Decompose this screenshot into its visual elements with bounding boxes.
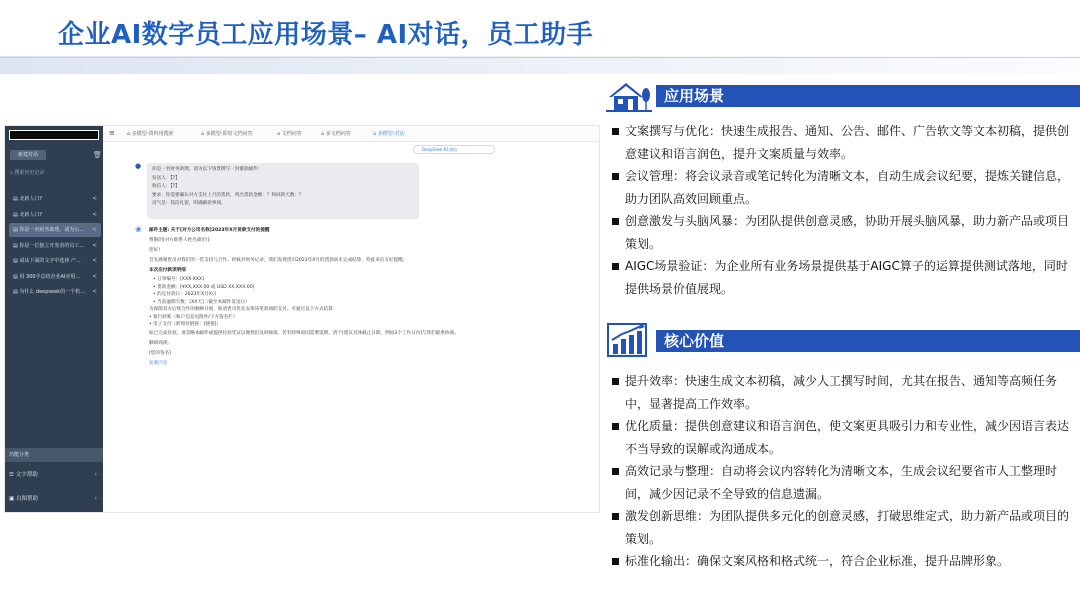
sidebar-history-label: 用 300字总结企业AI应用...: [19, 273, 81, 280]
share-icon[interactable]: <: [91, 226, 97, 233]
chat-icon: ▤: [13, 242, 20, 249]
user-message-line: 语气是：简洁礼貌，明确催款事项。: [152, 201, 226, 206]
chat-icon: ▤: [13, 289, 20, 295]
tab-label: 多文档问答: [325, 131, 351, 137]
bullet-square-icon: [612, 218, 619, 225]
trash-icon[interactable]: 🗑: [93, 151, 102, 159]
bullet-item: [611, 210, 1073, 255]
sidebar-history-label: 请从下面的文字中选择 产...: [19, 258, 81, 264]
bullet-text: 会议管理：将会议录音或笔记转化为清晰文本，自动生成会议纪要，提炼关键信息，助力团队高效回顾重点。: [625, 169, 1070, 206]
chat-icon: ▤: [13, 211, 20, 218]
ai-response-line: • 当前逾期天数：[XX天]（截至本邮件发送日）: [153, 299, 250, 305]
bullet-item: [611, 505, 1073, 550]
sidebar-history-item[interactable]: [9, 208, 101, 222]
app-logo: [9, 130, 99, 140]
share-icon[interactable]: <: [91, 288, 97, 295]
chat-icon: ▤: [13, 227, 20, 233]
share-icon[interactable]: <: [91, 272, 97, 280]
bullet-text: 标准化输出：确保文案风格和格式统一，符合企业标准，提升品牌形象。: [625, 554, 1010, 568]
function-category-label: 功能分类: [5, 448, 103, 462]
sidebar-history-label: 为什么 deepseek的一个机...: [19, 289, 85, 295]
title-underline-band: [0, 56, 1080, 74]
share-icon[interactable]: <: [91, 195, 97, 202]
ai-response: [149, 226, 529, 369]
ai-response-line: • 订单编号：[XXX-XXX]: [153, 277, 204, 282]
ai-response-line: • 银行转账（账户信息见附件/下方签名栏）: [149, 314, 238, 320]
share-icon[interactable]: <: [91, 241, 97, 249]
tab-bar: [103, 126, 600, 142]
new-chat-button[interactable]: 新建对话: [10, 150, 46, 160]
tab-label: 多模型-对话: [377, 131, 405, 137]
user-avatar-icon: ●: [135, 162, 142, 170]
bullet-text: 激发创新思维：为团队提供多元化的创意灵感，打破思维定式，助力新产品或项目的策划。: [625, 509, 1070, 546]
sidebar-history-label: 北新人口?: [19, 211, 42, 218]
bullet-square-icon: [612, 423, 619, 430]
chat-history-list: [9, 192, 101, 301]
user-message-line: 发送人：【?】: [152, 175, 180, 181]
sidebar-history-item[interactable]: [9, 192, 101, 206]
ai-response-line: 本次应付款项明细: [149, 268, 186, 273]
copy-content-link[interactable]: 复制内容: [149, 360, 168, 366]
sidebar-history-label: 你是一名财务助理。请为公...: [19, 227, 85, 233]
tab-multimodel-docqa[interactable]: ⌂ 多模型-即时文档问答: [201, 131, 253, 137]
bullet-square-icon: [612, 513, 619, 520]
tab-label: 文档问答: [281, 131, 302, 137]
sidebar-footer-label: 自图帮助: [15, 496, 38, 502]
tab-docqa[interactable]: ⌂ 文档问答: [277, 131, 302, 137]
image-help-icon: ▣: [9, 496, 15, 502]
ai-response-line: 尊敬的[对方联系人姓名/职位]:: [149, 238, 211, 243]
section-header-value: [606, 322, 1080, 358]
section-bar: [656, 330, 1080, 352]
ai-avatar-icon: ❀: [135, 225, 142, 234]
sidebar-footer-label: 文字帮助: [15, 472, 38, 478]
bullet-square-icon: [612, 173, 619, 180]
ai-response-line: • 电子支付（跨境付链接：[链接]）: [149, 322, 222, 327]
bullet-square-icon: [612, 263, 619, 270]
user-message-line: 你是一名财务助理。请为以下场景撰写一封催款邮件：: [152, 167, 263, 172]
model-selector[interactable]: DeepSeek-R1满血: [413, 145, 495, 154]
bullet-square-icon: [612, 378, 619, 385]
user-message-line: 要求：你需要确认对方支付上月的货款，列出货款金额：？和回款天数：？: [152, 192, 304, 198]
scenario-list: [611, 120, 1073, 300]
bullet-text: 高效记录与整理：自动将会议内容转化为清晰文本，生成会议纪要省市人工整理时间，减少因记录不全导致的信息遗漏。: [625, 464, 1058, 501]
share-icon[interactable]: <: [91, 210, 97, 218]
bullet-item: [611, 415, 1073, 460]
chevron-right-icon: ›: [94, 495, 97, 502]
sidebar-history-item[interactable]: [9, 239, 101, 253]
tab-multidocqa[interactable]: ⌂ 多文档问答: [321, 131, 351, 137]
section-header-scenarios: [606, 77, 1080, 113]
sidebar-history-item[interactable]: [9, 254, 101, 268]
bullet-text: 创意激发与头脑风暴：为团队提供创意灵感，协助开展头脑风暴，助力新产品或项目策划。: [625, 214, 1070, 251]
tab-multimodel-search[interactable]: ⌂ 多模型-资料用搜索: [127, 131, 174, 137]
sidebar-item-image-help[interactable]: [9, 492, 99, 506]
user-message-line: 收信人：【?】: [152, 184, 180, 189]
menu-icon[interactable]: ≡: [109, 129, 115, 137]
app-screenshot: [4, 125, 600, 513]
sidebar-history-label: 你是一位独立开发者的员工...: [19, 242, 85, 249]
share-icon[interactable]: <: [91, 257, 97, 264]
bullet-square-icon: [612, 468, 619, 475]
slide-title: 企业AI数字员工应用场景– AI对话，员工助手: [58, 20, 594, 50]
bullet-square-icon: [612, 558, 619, 565]
bullet-item: [611, 165, 1073, 210]
chat-icon: ▤: [13, 196, 20, 202]
ai-response-line: 首先感谢贵司对我们的一贯支持与合作。经核对财务记录，我们发现贵司2023年X月的货款尚未完成结算，特此来信友好提醒。: [149, 258, 408, 263]
house-icon: [606, 77, 652, 113]
bullet-square-icon: [612, 128, 619, 135]
ai-response-line: • 货款金额：[¥XX,XXX.00 或 USD XX,XXX.00]: [153, 284, 255, 290]
history-search[interactable]: [10, 168, 98, 178]
bullet-item: [611, 255, 1073, 300]
ai-response-line: 邮件主题: 关于[对方公司名称]2023年X月货款支付的提醒: [149, 228, 270, 233]
bullet-text: 提升效率：快速生成文本初稿，减少人工撰写时间，尤其在报告、通知等高频任务中，显著提高工作效率。: [625, 374, 1058, 411]
tab-multimodel-chat[interactable]: ⌂ 多模型-对话: [373, 131, 405, 137]
tab-label: 多模型-即时文档问答: [205, 131, 253, 137]
ai-response-line: • 约定付款日：2023年X月X日: [153, 292, 217, 297]
search-icon: ⌕: [10, 170, 13, 176]
history-search-label: 搜索历史记录: [14, 170, 45, 176]
bullet-item: [611, 460, 1073, 505]
ai-response-line: [您的签名]: [149, 350, 171, 356]
ai-response-line: 如已完成付款，请忽略本邮件或提供付款凭证以便我们及时核销。若有特殊原因需要延期，请于[建议具体截止日期，例如3个工作日内]与我们联系协商。: [149, 330, 459, 336]
app-sidebar: [5, 126, 103, 512]
title-underline: [0, 57, 1080, 58]
bullet-item: [611, 550, 1073, 573]
ai-response-line: 您好!: [149, 248, 161, 253]
bullet-item: [611, 120, 1073, 165]
sidebar-history-item[interactable]: [9, 223, 101, 237]
bullet-text: 文案撰写与优化：快速生成报告、通知、公告、邮件、广告软文等文本初稿，提供创意建议和语言润色，提升文案质量与效率。: [625, 124, 1070, 161]
app-main: [103, 126, 600, 512]
value-list: [611, 370, 1073, 573]
bullet-item: [611, 370, 1073, 415]
sidebar-item-text-help[interactable]: [9, 468, 99, 482]
user-message: [147, 163, 419, 219]
growth-chart-icon: [606, 322, 652, 358]
section-bar: [656, 85, 1080, 107]
chat-icon: ▤: [13, 273, 20, 280]
ai-response-line: 为保障双方后续合作的顺畅开展，烦请贵司优先安排该笔款项的支付。可通过以下方式结算：: [149, 307, 338, 312]
bullet-text: AIGC场景验证：为企业所有业务场景提供基于AIGC算子的运算提供测试落地，同时提供场景价值展现。: [625, 259, 1068, 296]
sidebar-history-item[interactable]: [9, 285, 101, 299]
chevron-right-icon: ›: [94, 471, 97, 478]
chat-icon: ▤: [13, 258, 20, 264]
section-title: 应用场景: [664, 87, 725, 105]
sidebar-history-item[interactable]: [9, 270, 101, 284]
text-help-icon: ☰: [9, 472, 14, 478]
ai-response-line: 顺颂商祺,: [149, 340, 169, 346]
section-title: 核心价值: [664, 332, 725, 350]
sidebar-history-label: 北新人口?: [19, 196, 42, 202]
tab-label: 多模型-资料用搜索: [131, 131, 174, 137]
bullet-text: 优化质量：提供创意建议和语言润色，使文案更具吸引力和专业性，减少因语言表达不当导致的误解或沟通成本。: [625, 419, 1070, 456]
